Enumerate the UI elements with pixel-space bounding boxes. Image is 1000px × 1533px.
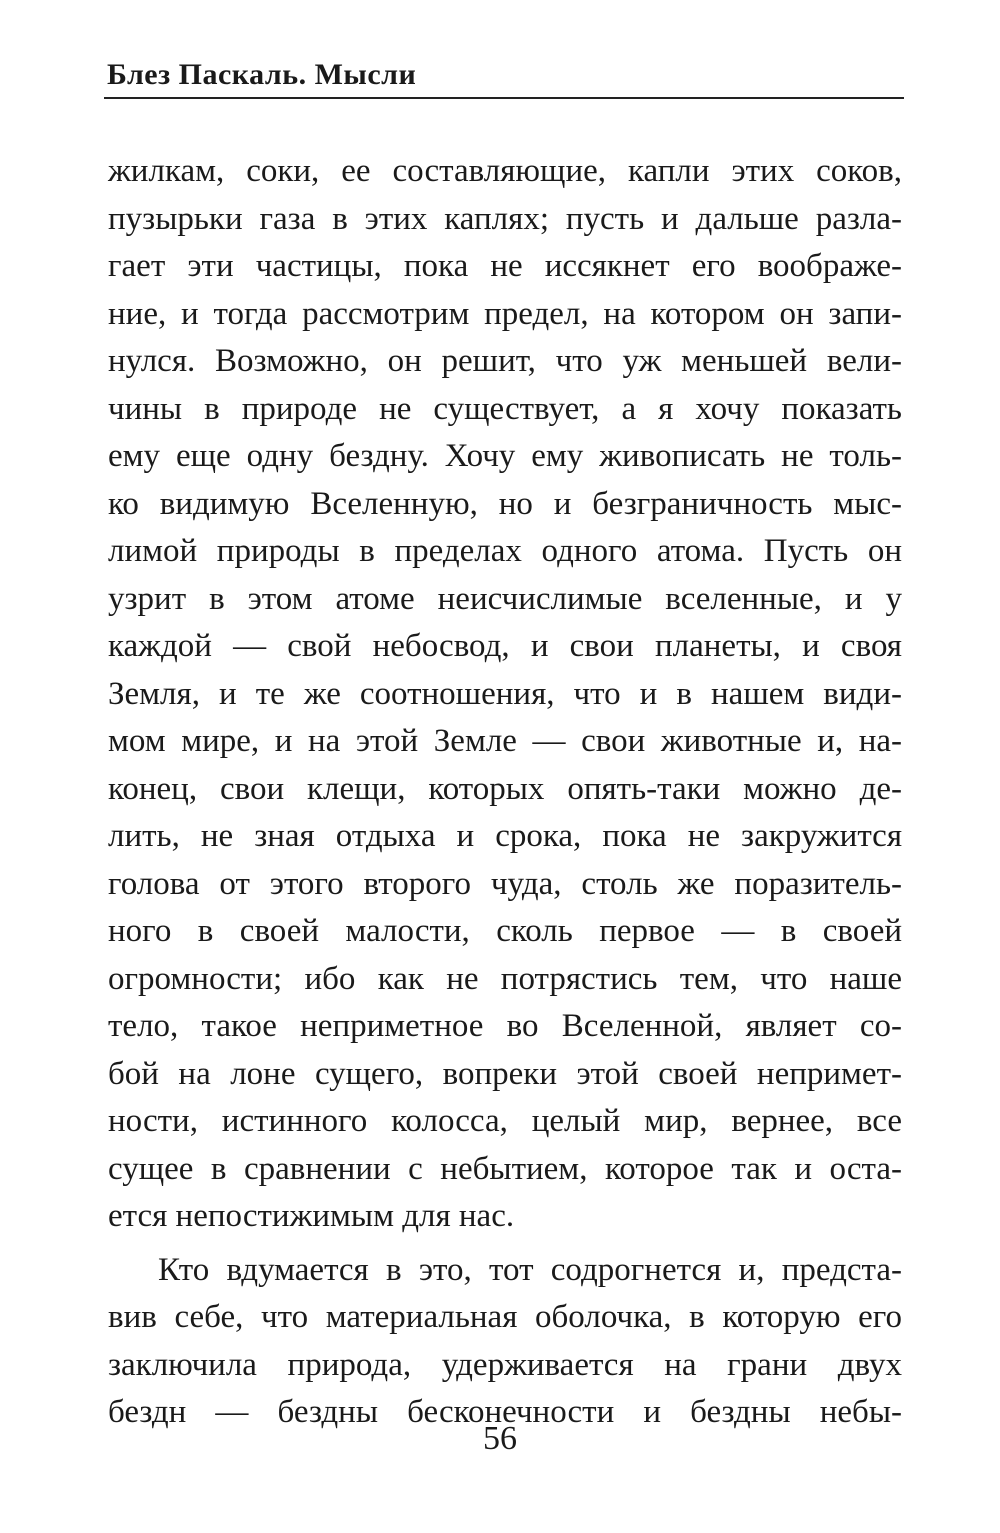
text-line: голова от этого второго чуда, столь же поразитель-	[108, 865, 902, 902]
text-line: бой на лоне сущего, вопреки этой своей непримет-	[108, 1055, 902, 1092]
text-line: лимой природы в пределах одного атома. Пусть он	[108, 533, 902, 569]
text-line: вив себе, что материальная оболочка, в которую его	[108, 1299, 902, 1335]
running-head: Блез Паскаль. Мысли	[107, 58, 417, 91]
text-line: ется непостижимым для нас.	[108, 1198, 515, 1234]
text-line: пузырьки газа в этих каплях; пусть и дальше разла-	[108, 200, 902, 237]
text-line: ности, истинного колосса, целый мир, вернее, все	[108, 1103, 902, 1139]
text-line: каждой — свой небосвод, и свои планеты, и своя	[108, 628, 902, 664]
text-line: конец, свои клещи, которых опять-таки можно де-	[108, 770, 902, 807]
text-line: узрит в этом атоме неисчислимые вселенные, и у	[108, 580, 902, 617]
text-line: нулся. Возможно, он решит, что уж меньшей вели-	[108, 343, 902, 379]
text-line: Земля, и те же соотношения, что и в нашем види-	[108, 675, 902, 712]
text-line: жилкам, соки, ее составляющие, капли этих соков,	[108, 153, 902, 189]
text-line: лить, не зная отдыха и срока, пока не закружится	[108, 818, 902, 854]
text-line: огромности; ибо как не потрястись тем, что наше	[108, 960, 902, 997]
text-line: заключила природа, удерживается на грани двух	[108, 1346, 902, 1383]
text-line: мом мире, и на этой Земле — свои животные и, на-	[108, 723, 902, 759]
text-line: бездн — бездны бесконечности и бездны небы-	[108, 1394, 902, 1430]
text-line: сущее в сравнении с небытием, которое так и оста-	[108, 1150, 902, 1187]
page-number: 56	[483, 1420, 517, 1457]
header-rule	[104, 97, 904, 99]
text-line: ного в своей малости, сколь первое — в своей	[108, 913, 902, 949]
text-line: тело, такое неприметное во Вселенной, являет со-	[108, 1008, 902, 1044]
text-line: ему еще одну бездну. Хочу ему живописать не толь-	[108, 438, 902, 474]
text-line: чины в природе не существует, а я хочу показать	[108, 390, 902, 427]
body-text	[108, 148, 902, 1437]
text-line: ко видимую Вселенную, но и безграничность мыс-	[108, 485, 902, 522]
text-line: Кто вдумается в это, тот содрогнется и, предста-	[158, 1251, 902, 1288]
text-line: гает эти частицы, пока не иссякнет его воображе-	[108, 248, 902, 284]
text-line: ние, и тогда рассмотрим предел, на котором он запи-	[108, 295, 902, 332]
